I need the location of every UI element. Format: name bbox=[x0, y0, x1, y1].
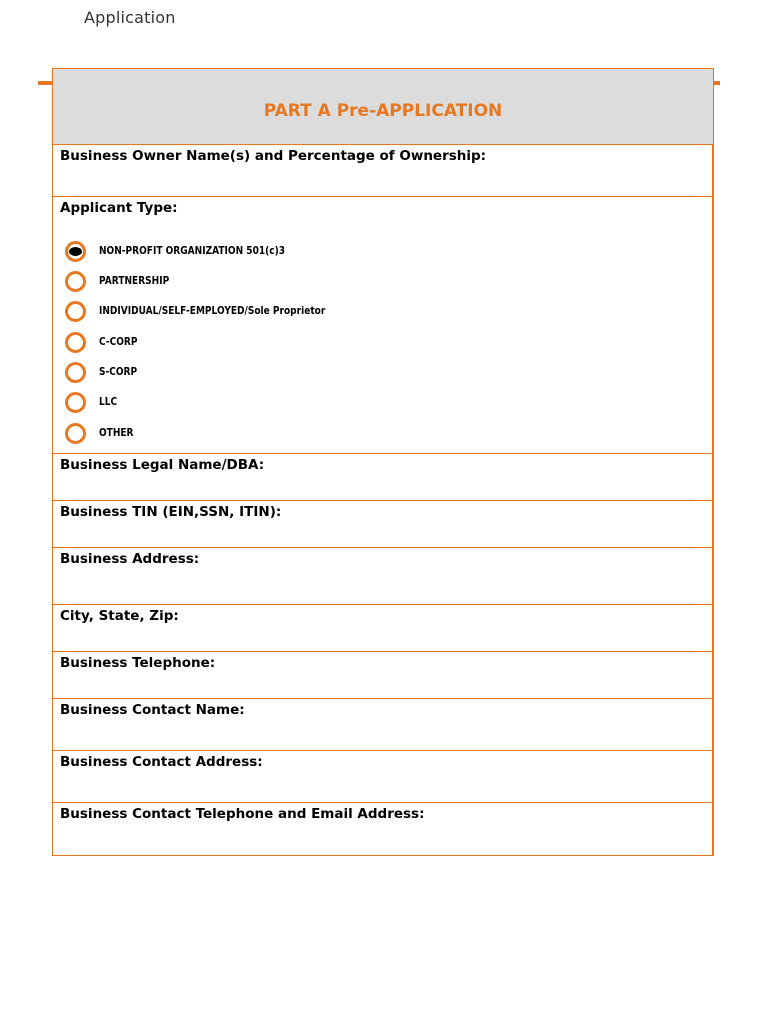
applicant-type-label: Applicant Type: bbox=[60, 200, 178, 216]
radio-option-label: S-CORP bbox=[99, 366, 138, 378]
radio-button[interactable] bbox=[65, 362, 86, 383]
radio-option-label: C-CORP bbox=[99, 336, 138, 348]
city-state-zip-field[interactable] bbox=[53, 605, 713, 652]
pre-application-form bbox=[52, 68, 714, 856]
tin-label: Business TIN (EIN,SSN, ITIN): bbox=[60, 504, 282, 520]
city-state-zip-label: City, State, Zip: bbox=[60, 608, 179, 624]
radio-option-label: PARTNERSHIP bbox=[99, 275, 170, 287]
contact-name-field[interactable] bbox=[53, 699, 713, 751]
radio-button[interactable] bbox=[65, 301, 86, 322]
business-telephone-label: Business Telephone: bbox=[60, 655, 216, 671]
owner-name-field[interactable] bbox=[53, 145, 713, 197]
contact-address-label: Business Contact Address: bbox=[60, 754, 263, 770]
document-title: Application bbox=[84, 8, 176, 27]
form-header bbox=[53, 69, 713, 145]
contact-address-field[interactable] bbox=[53, 751, 713, 803]
contact-name-label: Business Contact Name: bbox=[60, 702, 245, 718]
radio-option-label: NON-PROFIT ORGANIZATION 501(c)3 bbox=[99, 245, 286, 257]
radio-option-label: LLC bbox=[99, 396, 118, 408]
business-address-label: Business Address: bbox=[60, 551, 200, 567]
contact-phone-email-label: Business Contact Telephone and Email Address: bbox=[60, 806, 425, 822]
business-telephone-field[interactable] bbox=[53, 652, 713, 699]
radio-option-label: OTHER bbox=[99, 427, 134, 439]
business-address-field[interactable] bbox=[53, 548, 713, 605]
legal-name-label: Business Legal Name/DBA: bbox=[60, 457, 265, 473]
radio-button[interactable] bbox=[65, 392, 86, 413]
radio-button[interactable] bbox=[65, 423, 86, 444]
form-header-title: PART A Pre-APPLICATION bbox=[263, 101, 503, 121]
legal-name-field[interactable] bbox=[53, 454, 713, 501]
radio-button[interactable] bbox=[65, 271, 86, 292]
tin-field[interactable] bbox=[53, 501, 713, 548]
owner-name-label: Business Owner Name(s) and Percentage of Ownership: bbox=[60, 148, 487, 164]
applicant-type-field bbox=[53, 197, 713, 454]
radio-button[interactable] bbox=[65, 332, 86, 353]
radio-option-label: INDIVIDUAL/SELF-EMPLOYED/Sole Proprietor bbox=[99, 305, 326, 317]
radio-button-checked[interactable] bbox=[65, 241, 86, 262]
contact-phone-email-field[interactable] bbox=[53, 803, 713, 855]
